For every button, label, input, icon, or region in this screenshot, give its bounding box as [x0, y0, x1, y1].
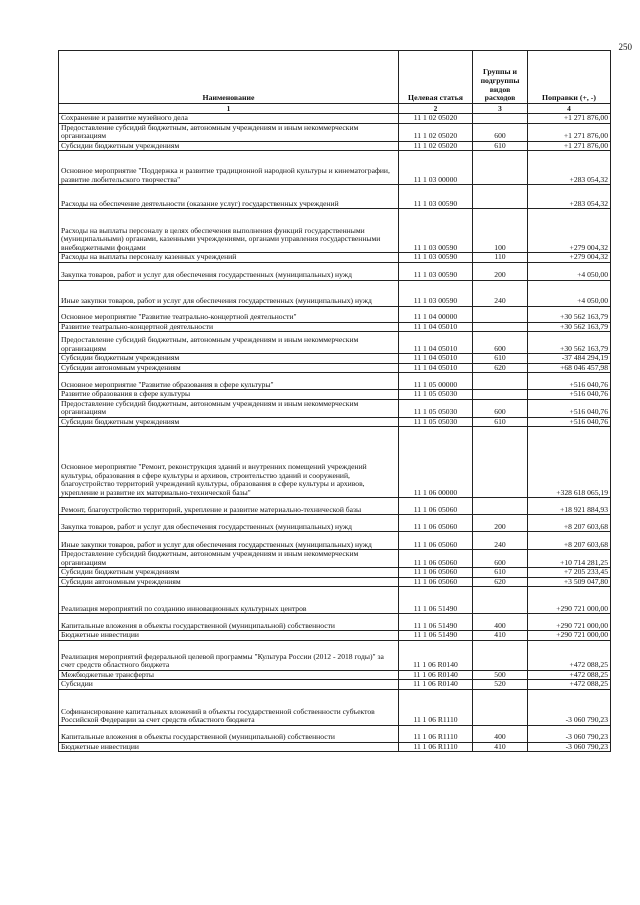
row-target-code: 11 1 06 51490	[399, 614, 473, 631]
row-amount: +472 088,25	[528, 670, 611, 680]
row-target-code: 11 1 06 R0140	[399, 680, 473, 690]
column-number: 4	[528, 104, 611, 114]
table-row	[59, 363, 611, 373]
row-target-code: 11 1 06 05060	[399, 550, 473, 568]
page-number: 250	[618, 42, 632, 52]
row-amount: +4 050,00	[528, 262, 611, 280]
row-target-code: 11 1 03 00590	[399, 262, 473, 280]
table-row	[59, 631, 611, 641]
table-row	[59, 306, 611, 322]
row-amount: -3 060 790,23	[528, 725, 611, 742]
row-amount: +30 562 163,79	[528, 332, 611, 354]
row-amount: +7 205 233,45	[528, 568, 611, 578]
table-row	[59, 262, 611, 280]
row-amount: +290 721 000,00	[528, 587, 611, 614]
row-name: Основное мероприятие "Развитие образования в сфере культуры"	[59, 373, 399, 390]
row-group-code: 620	[473, 577, 528, 587]
row-group-code	[473, 185, 528, 209]
row-target-code: 11 1 06 R1110	[399, 742, 473, 752]
row-group-code: 410	[473, 742, 528, 752]
row-group-code: 400	[473, 614, 528, 631]
row-group-code: 410	[473, 631, 528, 641]
table-row	[59, 332, 611, 354]
row-amount: +283 054,32	[528, 151, 611, 185]
row-amount: +1 271 876,00	[528, 123, 611, 141]
row-group-code	[473, 390, 528, 400]
table-row	[59, 209, 611, 253]
row-amount: +1 271 876,00	[528, 114, 611, 124]
row-name: Иные закупки товаров, работ и услуг для обеспечения государственных (муниципальных) нужд	[59, 532, 399, 550]
row-group-code: 610	[473, 568, 528, 578]
budget-table	[58, 50, 611, 752]
row-amount: +1 271 876,00	[528, 141, 611, 151]
row-amount: +4 050,00	[528, 280, 611, 306]
row-name: Предоставление субсидий бюджетным, автономным учреждениям и иным некоммерческим организациям	[59, 332, 399, 354]
row-amount: +10 714 281,25	[528, 550, 611, 568]
row-group-code: 600	[473, 550, 528, 568]
column-number: 2	[399, 104, 473, 114]
row-name: Субсидии бюджетным учреждениям	[59, 141, 399, 151]
row-name: Ремонт, благоустройство территорий, укрепление и развитие материально-технической базы	[59, 498, 399, 515]
table-row	[59, 640, 611, 670]
row-name: Бюджетные инвестиции	[59, 742, 399, 752]
table-row	[59, 253, 611, 263]
row-name: Развитие образования в сфере культуры	[59, 390, 399, 400]
table-row	[59, 373, 611, 390]
row-target-code: 11 1 06 R1110	[399, 725, 473, 742]
row-name: Субсидии бюджетным учреждениям	[59, 417, 399, 427]
row-name: Субсидии бюджетным учреждениям	[59, 354, 399, 364]
table-row	[59, 322, 611, 332]
row-group-code	[473, 151, 528, 185]
column-number: 3	[473, 104, 528, 114]
row-amount: -37 484 294,19	[528, 354, 611, 364]
table-header	[59, 51, 611, 104]
table-row	[59, 390, 611, 400]
row-group-code: 400	[473, 725, 528, 742]
row-amount: +30 562 163,79	[528, 306, 611, 322]
row-amount: +290 721 000,00	[528, 631, 611, 641]
row-amount: +279 004,32	[528, 209, 611, 253]
row-amount: -3 060 790,23	[528, 742, 611, 752]
row-name: Реализация мероприятий по созданию инновационных культурных центров	[59, 587, 399, 614]
row-target-code: 11 1 05 05030	[399, 399, 473, 417]
row-amount: +30 562 163,79	[528, 322, 611, 332]
row-target-code: 11 1 06 05060	[399, 577, 473, 587]
row-name: Развитие театрально-концертной деятельности	[59, 322, 399, 332]
row-amount: +279 004,32	[528, 253, 611, 263]
row-amount: +516 040,76	[528, 390, 611, 400]
row-target-code: 11 1 03 00000	[399, 151, 473, 185]
table-row	[59, 532, 611, 550]
row-name: Субсидии автономным учреждениям	[59, 577, 399, 587]
row-group-code: 200	[473, 515, 528, 532]
row-amount: +8 207 603,68	[528, 515, 611, 532]
table-row	[59, 680, 611, 690]
row-group-code: 240	[473, 280, 528, 306]
table-row	[59, 689, 611, 725]
row-group-code	[473, 587, 528, 614]
row-name: Расходы на обеспечение деятельности (оказание услуг) государственных учреждений	[59, 185, 399, 209]
table-row	[59, 568, 611, 578]
row-target-code: 11 1 05 00000	[399, 373, 473, 390]
row-target-code: 11 1 06 05060	[399, 568, 473, 578]
header-group: Группы и подгруппы видов расходов	[473, 51, 528, 104]
header-amendment: Поправки (+, -)	[528, 51, 611, 104]
row-group-code	[473, 373, 528, 390]
row-name: Субсидии	[59, 680, 399, 690]
row-target-code: 11 1 04 05010	[399, 322, 473, 332]
row-target-code: 11 1 06 00000	[399, 427, 473, 498]
row-group-code: 610	[473, 354, 528, 364]
table-row	[59, 725, 611, 742]
row-target-code: 11 1 03 00590	[399, 185, 473, 209]
row-target-code: 11 1 05 05030	[399, 417, 473, 427]
row-name: Закупка товаров, работ и услуг для обеспечения государственных (муниципальных) нужд	[59, 515, 399, 532]
table-row	[59, 670, 611, 680]
row-amount: +68 046 457,98	[528, 363, 611, 373]
row-group-code	[473, 114, 528, 124]
table-row	[59, 614, 611, 631]
row-group-code: 610	[473, 417, 528, 427]
row-target-code: 11 1 06 05060	[399, 498, 473, 515]
row-amount: +290 721 000,00	[528, 614, 611, 631]
row-name: Капитальные вложения в объекты государственной (муниципальной) собственности	[59, 614, 399, 631]
row-target-code: 11 1 03 00590	[399, 280, 473, 306]
row-name: Реализация мероприятий федеральной целевой программы "Культура России (2012 - 2018 годы)" за счет средств областного бюджета	[59, 640, 399, 670]
table-row	[59, 417, 611, 427]
row-group-code	[473, 640, 528, 670]
row-name: Расходы на выплаты персоналу в целях обеспечения выполнения функций государственными (муниципальными) органами, казенными учреждениями, органами управления государственными внебюджетными фондами	[59, 209, 399, 253]
row-amount: +516 040,76	[528, 399, 611, 417]
row-name: Субсидии автономным учреждениям	[59, 363, 399, 373]
table-row	[59, 151, 611, 185]
row-group-code: 600	[473, 123, 528, 141]
row-amount: +3 509 047,80	[528, 577, 611, 587]
table-row	[59, 141, 611, 151]
table-row	[59, 123, 611, 141]
row-target-code: 11 1 06 R0140	[399, 670, 473, 680]
row-name: Сохранение и развитие музейного дела	[59, 114, 399, 124]
row-amount: +516 040,76	[528, 417, 611, 427]
row-name: Основное мероприятие "Ремонт, реконструкция зданий и внутренних помещений учреждений культуры, образования в сфере культуры и архивов, строительство зданий и сооружений, благоустройство территорий учреждений культуры, образования в сфере культуры и архивов, укрепление и развитие их материально-технической базы"	[59, 427, 399, 498]
row-name: Бюджетные инвестиции	[59, 631, 399, 641]
row-name: Межбюджетные трансферты	[59, 670, 399, 680]
row-amount: +472 088,25	[528, 640, 611, 670]
row-name: Капитальные вложения в объекты государственной (муниципальной) собственности	[59, 725, 399, 742]
row-group-code: 610	[473, 141, 528, 151]
table-row	[59, 577, 611, 587]
row-target-code: 11 1 06 05060	[399, 515, 473, 532]
row-name: Основное мероприятие "Поддержка и развитие традиционной народной культуры и кинематографии, развитие любительского творчества"	[59, 151, 399, 185]
column-numbers-row	[59, 104, 611, 114]
row-target-code: 11 1 03 00590	[399, 253, 473, 263]
row-group-code: 100	[473, 209, 528, 253]
row-amount: +283 054,32	[528, 185, 611, 209]
table-row	[59, 399, 611, 417]
row-name: Предоставление субсидий бюджетным, автономным учреждениям и иным некоммерческим организациям	[59, 123, 399, 141]
row-amount: +8 207 603,68	[528, 532, 611, 550]
row-group-code: 620	[473, 363, 528, 373]
row-target-code: 11 1 02 05020	[399, 141, 473, 151]
row-amount: +328 618 065,19	[528, 427, 611, 498]
row-target-code: 11 1 03 00590	[399, 209, 473, 253]
table-body	[59, 114, 611, 752]
row-amount: -3 060 790,23	[528, 689, 611, 725]
row-amount: +18 921 884,93	[528, 498, 611, 515]
row-target-code: 11 1 05 05030	[399, 390, 473, 400]
table-row	[59, 742, 611, 752]
table-row	[59, 427, 611, 498]
row-group-code	[473, 322, 528, 332]
row-target-code: 11 1 06 05060	[399, 532, 473, 550]
table-row	[59, 587, 611, 614]
row-group-code	[473, 306, 528, 322]
table-row	[59, 114, 611, 124]
table-row	[59, 550, 611, 568]
row-group-code	[473, 689, 528, 725]
row-target-code: 11 1 06 51490	[399, 631, 473, 641]
row-amount: +472 088,25	[528, 680, 611, 690]
row-name: Основное мероприятие "Развитие театрально-концертной деятельности"	[59, 306, 399, 322]
row-group-code: 110	[473, 253, 528, 263]
table-row	[59, 185, 611, 209]
column-number: 1	[59, 104, 399, 114]
row-target-code: 11 1 06 R0140	[399, 640, 473, 670]
row-target-code: 11 1 06 51490	[399, 587, 473, 614]
row-target-code: 11 1 02 05020	[399, 123, 473, 141]
row-name: Предоставление субсидий бюджетным, автономным учреждениям и иным некоммерческим организациям	[59, 550, 399, 568]
row-name: Субсидии бюджетным учреждениям	[59, 568, 399, 578]
row-group-code: 500	[473, 670, 528, 680]
table-row	[59, 515, 611, 532]
row-target-code: 11 1 06 R1110	[399, 689, 473, 725]
row-target-code: 11 1 02 05020	[399, 114, 473, 124]
row-group-code: 600	[473, 332, 528, 354]
row-name: Софинансирование капитальных вложений в объекты государственной собственности субъектов Российской Федерации за счет средств областного бюджета	[59, 689, 399, 725]
row-name: Иные закупки товаров, работ и услуг для обеспечения государственных (муниципальных) нужд	[59, 280, 399, 306]
table-row	[59, 280, 611, 306]
header-name: Наименование	[59, 51, 399, 104]
row-name: Предоставление субсидий бюджетным, автономным учреждениям и иным некоммерческим организациям	[59, 399, 399, 417]
row-target-code: 11 1 04 05010	[399, 363, 473, 373]
row-amount: +516 040,76	[528, 373, 611, 390]
row-name: Расходы на выплаты персоналу казенных учреждений	[59, 253, 399, 263]
header-target: Целевая статья	[399, 51, 473, 104]
row-group-code: 520	[473, 680, 528, 690]
row-group-code	[473, 498, 528, 515]
row-target-code: 11 1 04 05010	[399, 354, 473, 364]
row-group-code: 200	[473, 262, 528, 280]
row-group-code	[473, 427, 528, 498]
table-row	[59, 498, 611, 515]
row-target-code: 11 1 04 00000	[399, 306, 473, 322]
row-name: Закупка товаров, работ и услуг для обеспечения государственных (муниципальных) нужд	[59, 262, 399, 280]
row-group-code: 600	[473, 399, 528, 417]
table-row	[59, 354, 611, 364]
row-group-code: 240	[473, 532, 528, 550]
row-target-code: 11 1 04 05010	[399, 332, 473, 354]
